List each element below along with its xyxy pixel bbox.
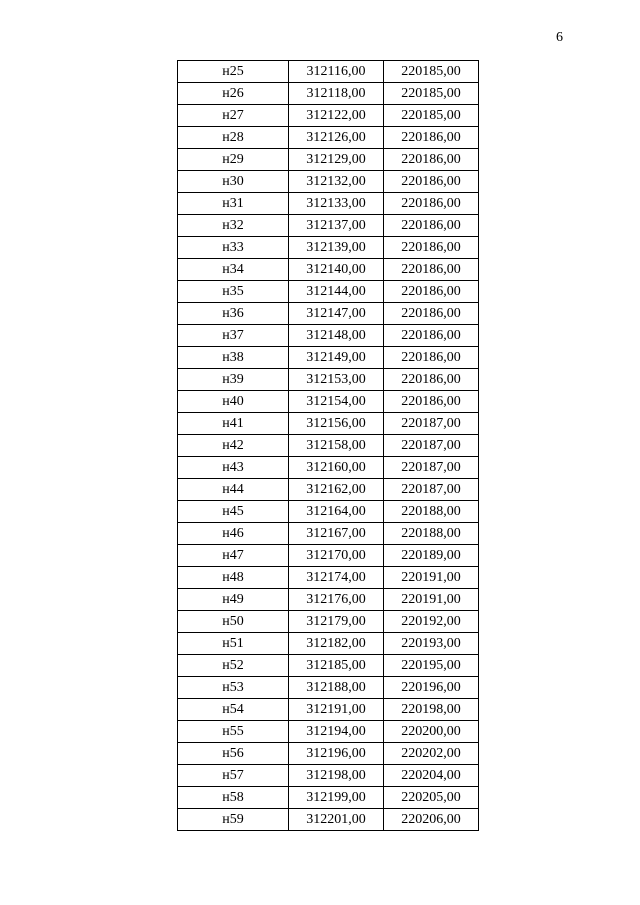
table-row <box>178 589 479 611</box>
coordinates-table-body <box>178 61 479 831</box>
point-id-cell: н45 <box>178 501 289 523</box>
x-coordinate-cell: 312199,00 <box>289 787 384 809</box>
y-coordinate-cell: 220186,00 <box>384 347 479 369</box>
x-coordinate-cell: 312179,00 <box>289 611 384 633</box>
x-coordinate-cell: 312116,00 <box>289 61 384 83</box>
table-row <box>178 699 479 721</box>
point-id-cell: н58 <box>178 787 289 809</box>
x-coordinate-cell: 312140,00 <box>289 259 384 281</box>
y-coordinate-cell: 220185,00 <box>384 83 479 105</box>
point-id-cell: н25 <box>178 61 289 83</box>
table-row <box>178 391 479 413</box>
x-coordinate-cell: 312137,00 <box>289 215 384 237</box>
y-coordinate-cell: 220187,00 <box>384 479 479 501</box>
point-id-cell: н26 <box>178 83 289 105</box>
table-row <box>178 633 479 655</box>
table-row <box>178 259 479 281</box>
y-coordinate-cell: 220188,00 <box>384 501 479 523</box>
y-coordinate-cell: 220186,00 <box>384 149 479 171</box>
table-row <box>178 127 479 149</box>
x-coordinate-cell: 312176,00 <box>289 589 384 611</box>
table-row <box>178 171 479 193</box>
table-row <box>178 281 479 303</box>
x-coordinate-cell: 312196,00 <box>289 743 384 765</box>
point-id-cell: н49 <box>178 589 289 611</box>
table-row <box>178 677 479 699</box>
y-coordinate-cell: 220204,00 <box>384 765 479 787</box>
y-coordinate-cell: 220191,00 <box>384 589 479 611</box>
x-coordinate-cell: 312122,00 <box>289 105 384 127</box>
point-id-cell: н27 <box>178 105 289 127</box>
x-coordinate-cell: 312164,00 <box>289 501 384 523</box>
x-coordinate-cell: 312162,00 <box>289 479 384 501</box>
x-coordinate-cell: 312167,00 <box>289 523 384 545</box>
y-coordinate-cell: 220186,00 <box>384 391 479 413</box>
x-coordinate-cell: 312185,00 <box>289 655 384 677</box>
point-id-cell: н38 <box>178 347 289 369</box>
y-coordinate-cell: 220188,00 <box>384 523 479 545</box>
point-id-cell: н29 <box>178 149 289 171</box>
point-id-cell: н30 <box>178 171 289 193</box>
x-coordinate-cell: 312139,00 <box>289 237 384 259</box>
point-id-cell: н39 <box>178 369 289 391</box>
point-id-cell: н57 <box>178 765 289 787</box>
x-coordinate-cell: 312194,00 <box>289 721 384 743</box>
y-coordinate-cell: 220185,00 <box>384 105 479 127</box>
table-row <box>178 83 479 105</box>
y-coordinate-cell: 220186,00 <box>384 237 479 259</box>
x-coordinate-cell: 312126,00 <box>289 127 384 149</box>
y-coordinate-cell: 220186,00 <box>384 193 479 215</box>
x-coordinate-cell: 312129,00 <box>289 149 384 171</box>
y-coordinate-cell: 220200,00 <box>384 721 479 743</box>
y-coordinate-cell: 220202,00 <box>384 743 479 765</box>
point-id-cell: н51 <box>178 633 289 655</box>
y-coordinate-cell: 220192,00 <box>384 611 479 633</box>
point-id-cell: н50 <box>178 611 289 633</box>
point-id-cell: н56 <box>178 743 289 765</box>
page-number: 6 <box>556 30 563 45</box>
y-coordinate-cell: 220186,00 <box>384 215 479 237</box>
table-row <box>178 765 479 787</box>
x-coordinate-cell: 312118,00 <box>289 83 384 105</box>
point-id-cell: н35 <box>178 281 289 303</box>
point-id-cell: н46 <box>178 523 289 545</box>
x-coordinate-cell: 312132,00 <box>289 171 384 193</box>
y-coordinate-cell: 220206,00 <box>384 809 479 831</box>
point-id-cell: н44 <box>178 479 289 501</box>
y-coordinate-cell: 220187,00 <box>384 457 479 479</box>
x-coordinate-cell: 312133,00 <box>289 193 384 215</box>
y-coordinate-cell: 220189,00 <box>384 545 479 567</box>
table-row <box>178 193 479 215</box>
table-row <box>178 369 479 391</box>
point-id-cell: н37 <box>178 325 289 347</box>
table-row <box>178 215 479 237</box>
y-coordinate-cell: 220187,00 <box>384 435 479 457</box>
x-coordinate-cell: 312156,00 <box>289 413 384 435</box>
point-id-cell: н53 <box>178 677 289 699</box>
y-coordinate-cell: 220196,00 <box>384 677 479 699</box>
y-coordinate-cell: 220205,00 <box>384 787 479 809</box>
y-coordinate-cell: 220198,00 <box>384 699 479 721</box>
table-row <box>178 325 479 347</box>
x-coordinate-cell: 312201,00 <box>289 809 384 831</box>
x-coordinate-cell: 312149,00 <box>289 347 384 369</box>
point-id-cell: н47 <box>178 545 289 567</box>
point-id-cell: н34 <box>178 259 289 281</box>
x-coordinate-cell: 312182,00 <box>289 633 384 655</box>
table-row <box>178 149 479 171</box>
table-row <box>178 237 479 259</box>
x-coordinate-cell: 312174,00 <box>289 567 384 589</box>
x-coordinate-cell: 312148,00 <box>289 325 384 347</box>
x-coordinate-cell: 312160,00 <box>289 457 384 479</box>
x-coordinate-cell: 312191,00 <box>289 699 384 721</box>
point-id-cell: н41 <box>178 413 289 435</box>
x-coordinate-cell: 312158,00 <box>289 435 384 457</box>
point-id-cell: н33 <box>178 237 289 259</box>
point-id-cell: н32 <box>178 215 289 237</box>
table-row <box>178 479 479 501</box>
table-row <box>178 721 479 743</box>
point-id-cell: н54 <box>178 699 289 721</box>
point-id-cell: н42 <box>178 435 289 457</box>
table-row <box>178 435 479 457</box>
point-id-cell: н28 <box>178 127 289 149</box>
point-id-cell: н36 <box>178 303 289 325</box>
x-coordinate-cell: 312144,00 <box>289 281 384 303</box>
y-coordinate-cell: 220185,00 <box>384 61 479 83</box>
y-coordinate-cell: 220186,00 <box>384 127 479 149</box>
y-coordinate-cell: 220191,00 <box>384 567 479 589</box>
y-coordinate-cell: 220195,00 <box>384 655 479 677</box>
table-row <box>178 413 479 435</box>
table-row <box>178 457 479 479</box>
x-coordinate-cell: 312154,00 <box>289 391 384 413</box>
y-coordinate-cell: 220187,00 <box>384 413 479 435</box>
table-row <box>178 545 479 567</box>
point-id-cell: н31 <box>178 193 289 215</box>
x-coordinate-cell: 312170,00 <box>289 545 384 567</box>
point-id-cell: н59 <box>178 809 289 831</box>
y-coordinate-cell: 220193,00 <box>384 633 479 655</box>
point-id-cell: н52 <box>178 655 289 677</box>
x-coordinate-cell: 312188,00 <box>289 677 384 699</box>
x-coordinate-cell: 312198,00 <box>289 765 384 787</box>
x-coordinate-cell: 312147,00 <box>289 303 384 325</box>
table-row <box>178 567 479 589</box>
y-coordinate-cell: 220186,00 <box>384 171 479 193</box>
table-row <box>178 743 479 765</box>
table-row <box>178 105 479 127</box>
point-id-cell: н43 <box>178 457 289 479</box>
y-coordinate-cell: 220186,00 <box>384 259 479 281</box>
y-coordinate-cell: 220186,00 <box>384 369 479 391</box>
table-row <box>178 501 479 523</box>
table-row <box>178 347 479 369</box>
table-row <box>178 61 479 83</box>
point-id-cell: н40 <box>178 391 289 413</box>
table-row <box>178 787 479 809</box>
y-coordinate-cell: 220186,00 <box>384 303 479 325</box>
y-coordinate-cell: 220186,00 <box>384 281 479 303</box>
y-coordinate-cell: 220186,00 <box>384 325 479 347</box>
table-row <box>178 809 479 831</box>
table-row <box>178 523 479 545</box>
x-coordinate-cell: 312153,00 <box>289 369 384 391</box>
table-row <box>178 655 479 677</box>
point-id-cell: н55 <box>178 721 289 743</box>
table-row <box>178 303 479 325</box>
table-row <box>178 611 479 633</box>
point-id-cell: н48 <box>178 567 289 589</box>
coordinates-table <box>177 60 479 831</box>
